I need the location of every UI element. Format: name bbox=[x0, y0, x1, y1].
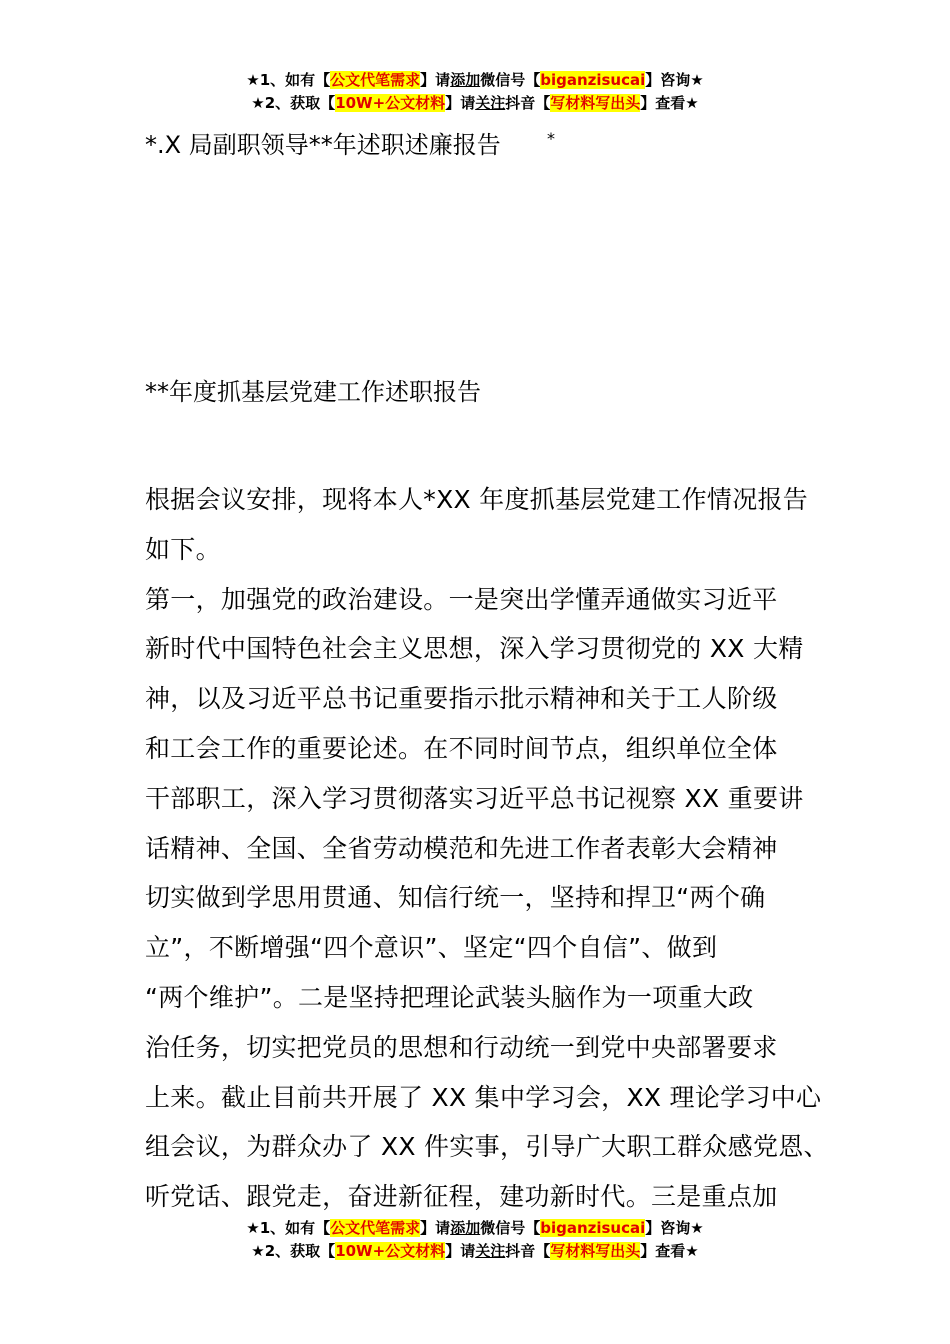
body-line: 听党话、跟党走，奋进新征程，建功新时代。三是重点加 bbox=[145, 1182, 778, 1212]
promo-text: 】查看★ bbox=[640, 1242, 699, 1260]
promo-line-1 bbox=[0, 1217, 950, 1240]
promo-line-1 bbox=[0, 69, 950, 92]
promo-highlight: 写材料写出头 bbox=[550, 94, 641, 112]
body-line: 新时代中国特色社会主义思想，深入学习贯彻党的 XX 大精 bbox=[145, 634, 804, 664]
promo-highlight: biganzisucai bbox=[540, 71, 646, 89]
promo-highlight: 写材料写出头 bbox=[550, 1242, 641, 1260]
body-line: 治任务，切实把党员的思想和行动统一到党中央部署要求 bbox=[145, 1032, 778, 1062]
body-line: 如下。 bbox=[145, 534, 221, 564]
body-line: 立”，不断增强“四个意识”、坚定“四个自信”、做到 bbox=[145, 933, 718, 963]
body-line: 根据会议安排，现将本人*XX 年度抓基层党建工作情况报告 bbox=[145, 485, 809, 514]
promo-line-2 bbox=[0, 1240, 950, 1263]
section-title: **年度抓基层党建工作述职报告 bbox=[145, 378, 481, 406]
promo-text: 】咨询★ bbox=[645, 1219, 704, 1237]
promo-text: 】请 bbox=[445, 94, 476, 112]
promo-text: 】请 bbox=[445, 1242, 476, 1260]
promo-text: 抖音【 bbox=[505, 94, 551, 112]
body-line: 组会议，为群众办了 XX 件实事，引导广大职工群众感党恩、 bbox=[145, 1132, 829, 1162]
promo-text: ★1、如有【 bbox=[246, 71, 331, 89]
promo-underlined-text: 关注 bbox=[475, 94, 506, 112]
promo-underlined-text: 关注 bbox=[475, 1242, 506, 1260]
promo-underlined-text: 添加 bbox=[450, 1219, 481, 1237]
document-title-text: *.X 局副职领导**年述职述廉报告 bbox=[145, 131, 501, 159]
body-text bbox=[145, 475, 835, 1222]
promo-highlight: 10W+公文材料 bbox=[335, 1242, 446, 1260]
promo-highlight: biganzisucai bbox=[540, 1219, 646, 1237]
body-line: 上来。截止目前共开展了 XX 集中学习会，XX 理论学习中心 bbox=[145, 1082, 822, 1112]
body-line: 切实做到学思用贯通、知信行统一，坚持和捍卫“两个确 bbox=[145, 883, 766, 913]
document-title bbox=[145, 127, 555, 163]
promo-text: 】查看★ bbox=[640, 94, 699, 112]
promo-text: ★2、获取【 bbox=[251, 94, 336, 112]
promo-text: 微信号【 bbox=[480, 1219, 541, 1237]
promo-text: ★1、如有【 bbox=[246, 1219, 331, 1237]
promo-text: 】请 bbox=[420, 71, 451, 89]
body-line: 话精神、全国、全省劳动模范和先进工作者表彰大会精神 bbox=[145, 833, 778, 863]
promo-text: 】请 bbox=[420, 1219, 451, 1237]
body-line: 干部职工，深入学习贯彻落实习近平总书记视察 XX 重要讲 bbox=[145, 783, 804, 813]
promo-line-2 bbox=[0, 92, 950, 115]
promo-banner-top bbox=[0, 69, 950, 115]
promo-highlight: 公文代笔需求 bbox=[330, 71, 421, 89]
promo-highlight: 公文代笔需求 bbox=[330, 1219, 421, 1237]
body-line: 和工会工作的重要论述。在不同时间节点，组织单位全体 bbox=[145, 733, 778, 763]
promo-text: ★2、获取【 bbox=[251, 1242, 336, 1260]
body-line: “两个维护”。二是坚持把理论武装头脑作为一项重大政 bbox=[145, 982, 754, 1012]
promo-highlight: 10W+公文材料 bbox=[335, 94, 446, 112]
promo-text: 抖音【 bbox=[505, 1242, 551, 1260]
body-line: 第一，加强党的政治建设。一是突出学懂弄通做实习近平 bbox=[145, 584, 778, 614]
title-trailing-mark: * bbox=[547, 129, 555, 148]
promo-underlined-text: 添加 bbox=[450, 71, 481, 89]
promo-banner-bottom bbox=[0, 1217, 950, 1263]
body-line: 神，以及习近平总书记重要指示批示精神和关于工人阶级 bbox=[145, 684, 778, 714]
promo-text: 微信号【 bbox=[480, 71, 541, 89]
promo-text: 】咨询★ bbox=[645, 71, 704, 89]
